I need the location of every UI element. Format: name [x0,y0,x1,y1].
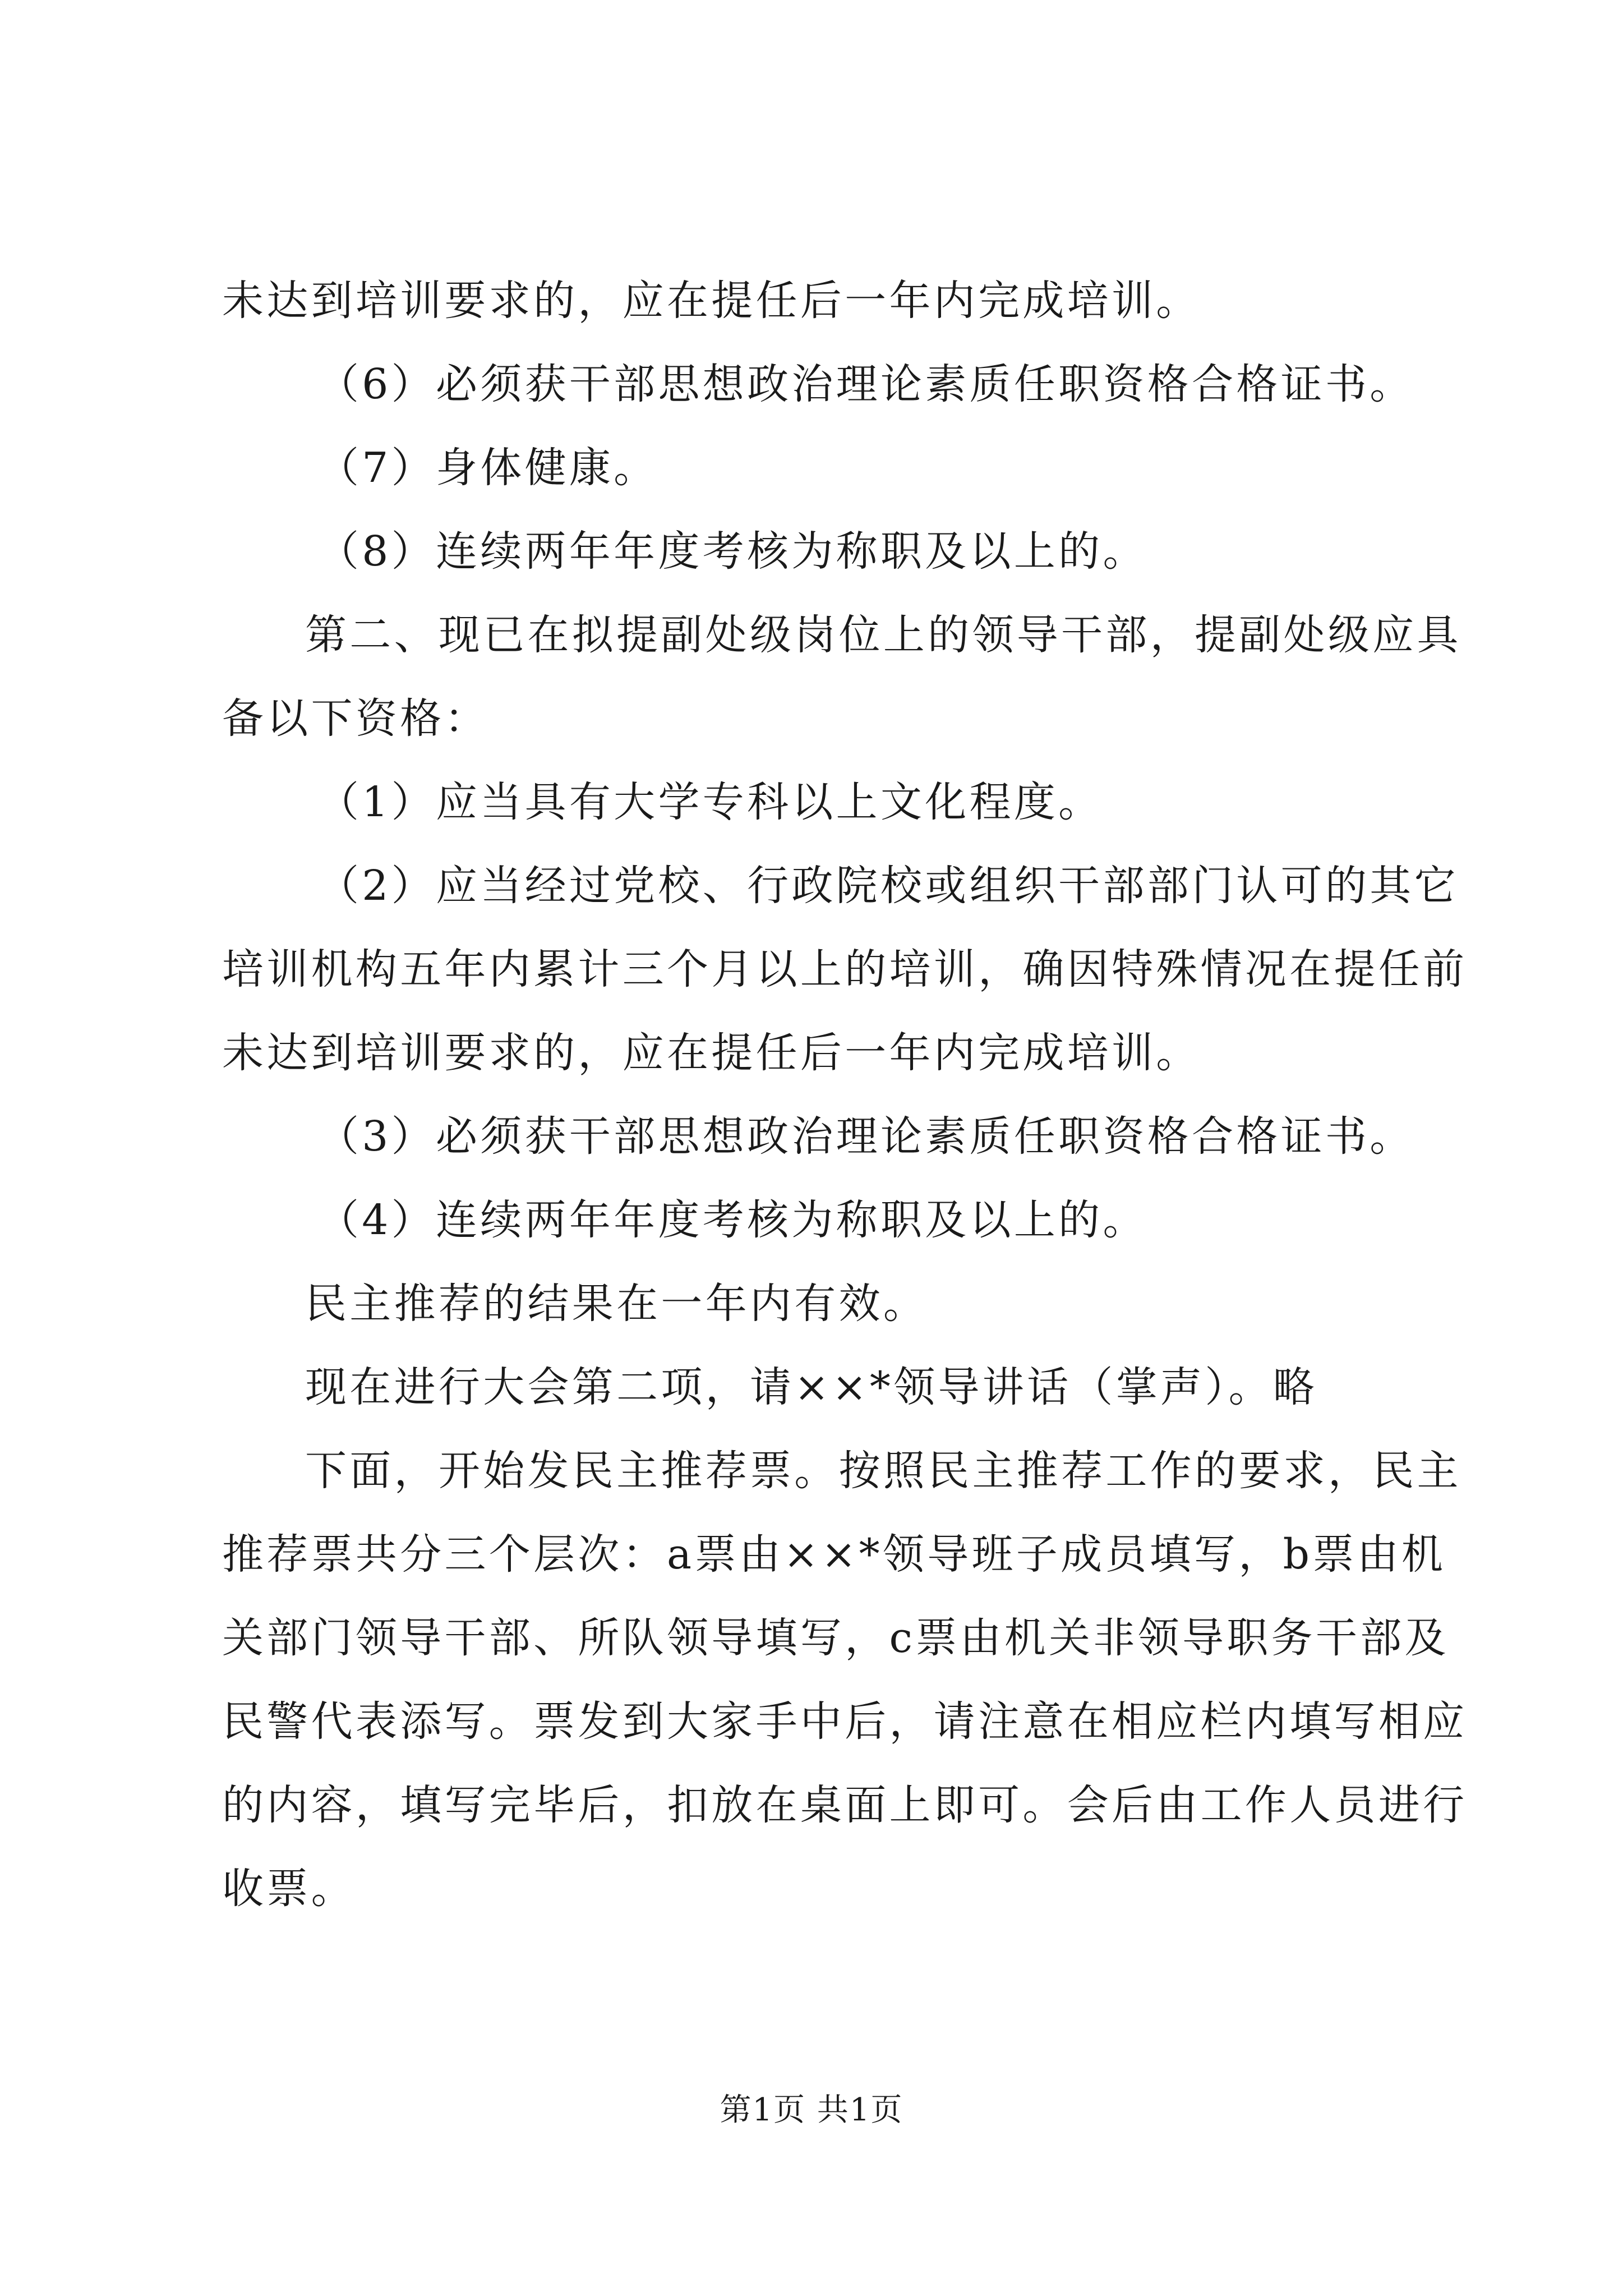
text-line-18: 民警代表添写。票发到大家手中后，请注意在相应栏内填写相应 [222,1697,1468,1746]
document-body [222,259,1468,1931]
text-line-8: （2）应当经过党校、行政院校或组织干部部门认可的其它 [317,862,1459,910]
text-line-14: 现在进行大会第二项，请××*领导讲话（掌声）。略 [305,1363,1318,1411]
text-line-19: 的内容，填写完毕后，扣放在桌面上即可。会后由工作人员进行 [222,1781,1468,1829]
text-line-5: 第二、现已在拟提副处级岗位上的领导干部，提副处级应具 [305,611,1461,659]
text-line-4: （8）连续两年年度考核为称职及以上的。 [317,527,1147,576]
text-line-2: （6）必须获干部思想政治理论素质任职资格合格证书。 [317,360,1414,408]
text-line-12: （4）连续两年年度考核为称职及以上的。 [317,1196,1147,1244]
text-line-6: 备以下资格： [222,694,489,743]
text-line-7: （1）应当具有大学专科以上文化程度。 [317,778,1103,826]
text-line-3: （7）身体健康。 [317,444,658,492]
text-line-16: 推荐票共分三个层次：a票由××*领导班子成员填写，b票由机 [222,1530,1446,1579]
text-line-17: 关部门领导干部、所队领导填写，c票由机关非领导职务干部及 [222,1614,1449,1662]
text-line-20: 收票。 [222,1865,356,1913]
text-line-11: （3）必须获干部思想政治理论素质任职资格合格证书。 [317,1112,1414,1161]
page-footer: 第1页 共1页 [720,2092,903,2128]
text-line-15: 下面，开始发民主推荐票。按照民主推荐工作的要求，民主 [305,1447,1461,1495]
text-line-13: 民主推荐的结果在一年内有效。 [305,1280,928,1328]
text-line-1: 未达到培训要求的，应在提任后一年内完成培训。 [222,277,1201,325]
text-line-10: 未达到培训要求的，应在提任后一年内完成培训。 [222,1029,1201,1077]
text-line-9: 培训机构五年内累计三个月以上的培训，确因特殊情况在提任前 [222,945,1468,993]
